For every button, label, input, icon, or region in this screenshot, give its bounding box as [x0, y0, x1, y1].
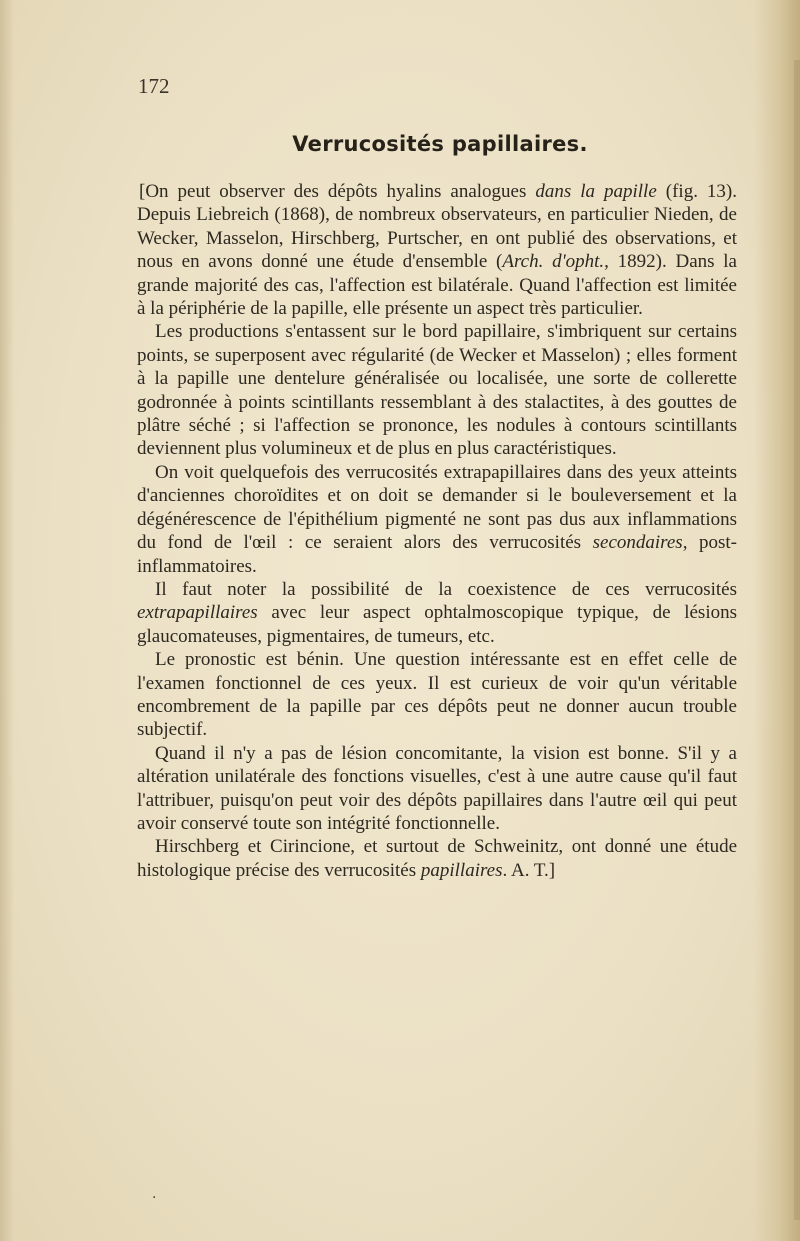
- paragraph: [137, 461, 737, 578]
- text-run: Les productions s'entassent sur le bord papillaire, s'imbriquent sur certains points, se superposent avec régularité (de Wecker et Masselon) ; elles forment à la papille une dentelure généralisée ou localisée, une sorte de collerette godronnée à points scintillants ressemblant à des stalactites, à des gouttes de plâtre séché ; si l'affection se prononce, les nodules à contours scintillants deviennent plus volumineux et de plus en plus caractéristiques.: [137, 321, 737, 460]
- section-title: Verrucosités papillaires.: [292, 132, 588, 156]
- page-number: 172: [138, 74, 170, 98]
- text-run: . A. T.]: [502, 859, 556, 881]
- text-run: Il faut noter la possibilité de la coexistence de ces verrucosités: [155, 578, 737, 600]
- page-binding-edge: [754, 0, 800, 1241]
- text-run: Quand il n'y a pas de lésion concomitante, la vision est bonne. S'il y a altération unilatérale des fonctions visuelles, c'est à une autre cause qu'il faut l'attribuer, puisqu'on peut voir des dépôts papillaires dans l'autre œil qui peut avoir conservé toute son intégrité fonctionnelle.: [137, 742, 737, 834]
- text-run: Le pronostic est bénin. Une question intéressante est en effet celle de l'examen fonctionnel de ces yeux. Il est curieux de voir qu'un véritable encombrement de la papille par ces dépôts peut ne donner aucun trouble subjectif.: [137, 649, 737, 741]
- paragraph: [137, 648, 737, 742]
- text-run: On voit quelquefois des verrucosités extrapapillaires dans des yeux atteints d'anciennes choroïdites et on doit se demander si le bouleversement et la dégénérescence de l'épithélium pigmenté ne sont pas dus aux inflammations du fond de l'œil : ce seraient alors des verrucosités: [137, 461, 737, 554]
- text-run: , post-inflammatoires.: [137, 532, 737, 577]
- text-run: (fig. 13). Depuis Liebreich (1868), de nombreux observateurs, en particulier Nieden, de Wecker, Masselon, Hirschberg, Purtscher, en ont publié des observations, et nous en avons donné une étude d'ensemble (: [137, 181, 738, 273]
- italic-text: extrapapillaires: [137, 602, 258, 624]
- body-text: [137, 180, 737, 882]
- speck: ·: [152, 1190, 157, 1206]
- italic-text: papillaires: [420, 859, 503, 881]
- italic-text: secondaires: [592, 532, 683, 554]
- text-run: avec leur aspect ophtalmoscopique typique, de lésions glaucomateuses, pigmentaires, de tumeurs, etc.: [137, 602, 737, 647]
- paragraph: [137, 742, 737, 836]
- italic-text: Arch. d'opht.: [502, 251, 605, 273]
- paragraph: [137, 835, 737, 882]
- text-run: Hirschberg et Cirincione, et surtout de Schweinitz, ont donné une étude histologique précise des verrucosités: [137, 836, 737, 881]
- paragraph: [137, 320, 737, 460]
- text-run: , 1892). Dans la grande majorité des cas, l'affection est bilatérale. Quand l'affection est limitée à la périphérie de la papille, elle présente un aspect très particulier.: [137, 251, 737, 320]
- page-left-shadow: [0, 0, 14, 1241]
- text-run: [On peut observer des dépôts hyalins analogues: [139, 181, 536, 202]
- paragraph: [137, 180, 737, 320]
- italic-text: dans la papille: [535, 181, 657, 202]
- paragraph: [137, 578, 737, 648]
- binding-strip: [794, 60, 800, 1220]
